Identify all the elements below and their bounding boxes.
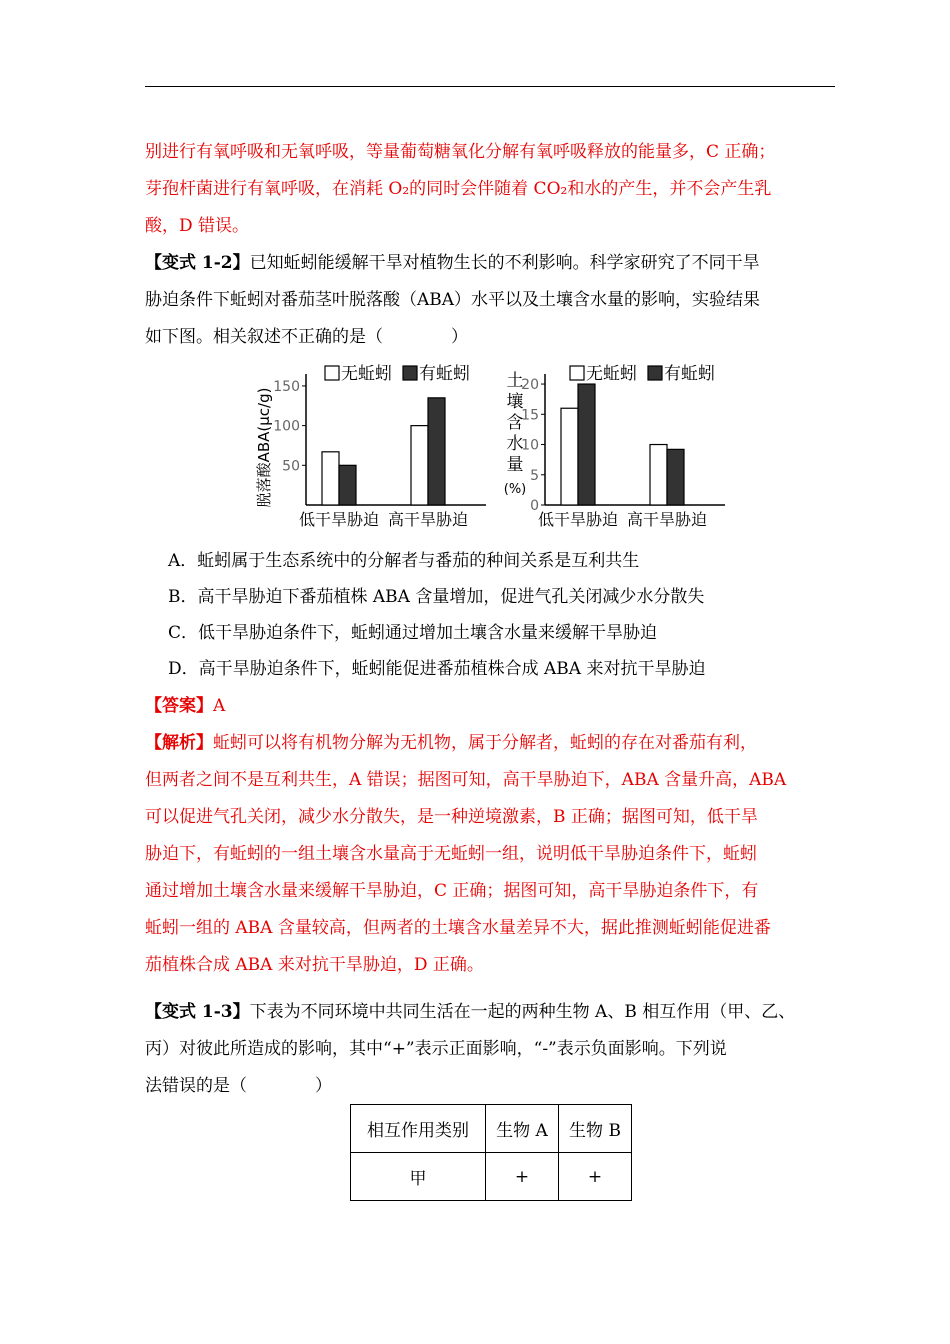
table-cell: +	[486, 1153, 559, 1201]
analysis-line-7: 茄植株合成 ABA 来对抗干旱胁迫，D 正确。	[145, 955, 484, 975]
y-tick-label: 10	[521, 437, 539, 454]
y-tick-label: 20	[521, 377, 539, 394]
y-axis-label: (%)	[503, 482, 527, 497]
bar	[339, 465, 356, 505]
q3-tag: 【变式 1-3】	[145, 1002, 250, 1022]
aba-chart	[250, 358, 490, 533]
soil-water-chart	[495, 358, 735, 533]
analysis-line-2: 但两者之间不是互利共生，A 错误；据图可知，高干旱胁迫下，ABA 含量升高，ABA	[145, 770, 787, 790]
analysis-line-6: 蚯蚓一组的 ABA 含量较高，但两者的土壤含水量差异不大，据此推测蚯蚓能促进番	[145, 918, 771, 938]
q3-line-1	[145, 994, 845, 1031]
table-header: 生物 A	[486, 1105, 559, 1153]
q2-line-2: 胁迫条件下蚯蚓对番茄茎叶脱落酸（ABA）水平以及土壤含水量的影响，实验结果	[145, 290, 761, 310]
q2-line-3: 如下图。相关叙述不正确的是（ ）	[145, 327, 468, 347]
header-rule	[145, 86, 835, 87]
answer-value: A	[213, 696, 226, 716]
q2-option-a: A．蚯蚓属于生态系统中的分解者与番茄的种间关系是互利共生	[168, 551, 640, 571]
bar	[650, 445, 667, 505]
table-header-row	[351, 1105, 632, 1153]
y-tick-label: 0	[530, 498, 539, 514]
x-tick-label: 低干旱胁迫	[298, 510, 380, 529]
analysis-line-5: 通过增加土壤含水量来缓解干旱胁迫，C 正确；据图可知，高干旱胁迫条件下，有	[145, 881, 759, 901]
y-tick-label: 100	[273, 418, 300, 435]
analysis-label: 【解析】	[145, 733, 213, 753]
intro-line-1: 别进行有氧呼吸和无氧呼吸，等量葡萄糖氧化分解有氧呼吸释放的能量多，C 正确；	[145, 142, 776, 162]
analysis-line-4: 胁迫下，有蚯蚓的一组土壤含水量高于无蚯蚓一组，说明低干旱胁迫条件下，蚯蚓	[145, 844, 757, 864]
q2-option-d: D．高干旱胁迫条件下，蚯蚓能促进番茄植株合成 ABA 来对抗干旱胁迫	[168, 659, 706, 679]
bar	[411, 426, 428, 505]
q3-line-3: 法错误的是（ ）	[145, 1076, 332, 1096]
bar	[667, 449, 684, 505]
bar	[561, 408, 578, 505]
legend-label: 无蚯蚓	[586, 364, 637, 384]
analysis-text-1: 蚯蚓可以将有机物分解为无机物，属于分解者，蚯蚓的存在对番茄有利，	[213, 733, 757, 753]
legend-swatch	[570, 366, 584, 380]
table-row	[351, 1153, 632, 1201]
legend-label: 有蚯蚓	[664, 364, 715, 384]
x-tick-label: 高干旱胁迫	[387, 510, 469, 529]
q2-text-1: 已知蚯蚓能缓解干旱对植物生长的不利影响。科学家研究了不同干旱	[249, 253, 760, 273]
answer-label: 【答案】	[145, 696, 213, 716]
y-axis-label: 壤	[506, 392, 524, 412]
y-axis-label: 土	[506, 371, 524, 391]
analysis-line-3: 可以促进气孔关闭，减少水分散失，是一种逆境激素，B 正确；据图可知，低干旱	[145, 807, 758, 827]
legend-label: 无蚯蚓	[341, 364, 392, 384]
table-cell: 甲	[351, 1153, 486, 1201]
legend-label: 有蚯蚓	[419, 364, 470, 384]
legend-swatch	[648, 366, 662, 380]
bar	[578, 384, 595, 505]
y-tick-label: 15	[521, 407, 539, 424]
table-header: 生物 B	[559, 1105, 632, 1153]
bar	[322, 452, 339, 505]
y-axis-label: 含	[506, 413, 524, 433]
q2-answer	[145, 688, 845, 725]
analysis-line-1	[145, 725, 845, 762]
y-tick-label: 5	[530, 467, 539, 484]
table-cell: +	[559, 1153, 632, 1201]
interaction-table	[350, 1104, 632, 1201]
q3-text-1: 下表为不同环境中共同生活在一起的两种生物 A、B 相互作用（甲、乙、	[249, 1002, 796, 1022]
q2-option-c: C．低干旱胁迫条件下，蚯蚓通过增加土壤含水量来缓解干旱胁迫	[168, 623, 658, 643]
y-axis-label: 量	[506, 455, 524, 475]
q3-line-2: 丙）对彼此所造成的影响，其中“+”表示正面影响，“-”表示负面影响。下列说	[145, 1039, 727, 1059]
q2-tag: 【变式 1-2】	[145, 253, 250, 273]
legend-swatch	[325, 366, 339, 380]
x-tick-label: 低干旱胁迫	[537, 510, 619, 529]
q2-option-b: B．高干旱胁迫下番茄植株 ABA 含量增加，促进气孔关闭减少水分散失	[168, 587, 705, 607]
q2-line-1	[145, 245, 845, 282]
table-header: 相互作用类别	[351, 1105, 486, 1153]
x-tick-label: 高干旱胁迫	[626, 510, 708, 529]
bar	[428, 398, 445, 505]
y-axis-label: 水	[506, 434, 524, 454]
legend-swatch	[403, 366, 417, 380]
y-axis-label: 脱落酸ABA(μc/g)	[255, 387, 273, 508]
intro-line-2: 芽孢杆菌进行有氧呼吸，在消耗 O₂的同时会伴随着 CO₂和水的产生，并不会产生乳	[145, 179, 772, 199]
y-tick-label: 50	[282, 458, 300, 475]
y-tick-label: 150	[273, 378, 300, 395]
intro-line-3: 酸，D 错误。	[145, 216, 250, 236]
